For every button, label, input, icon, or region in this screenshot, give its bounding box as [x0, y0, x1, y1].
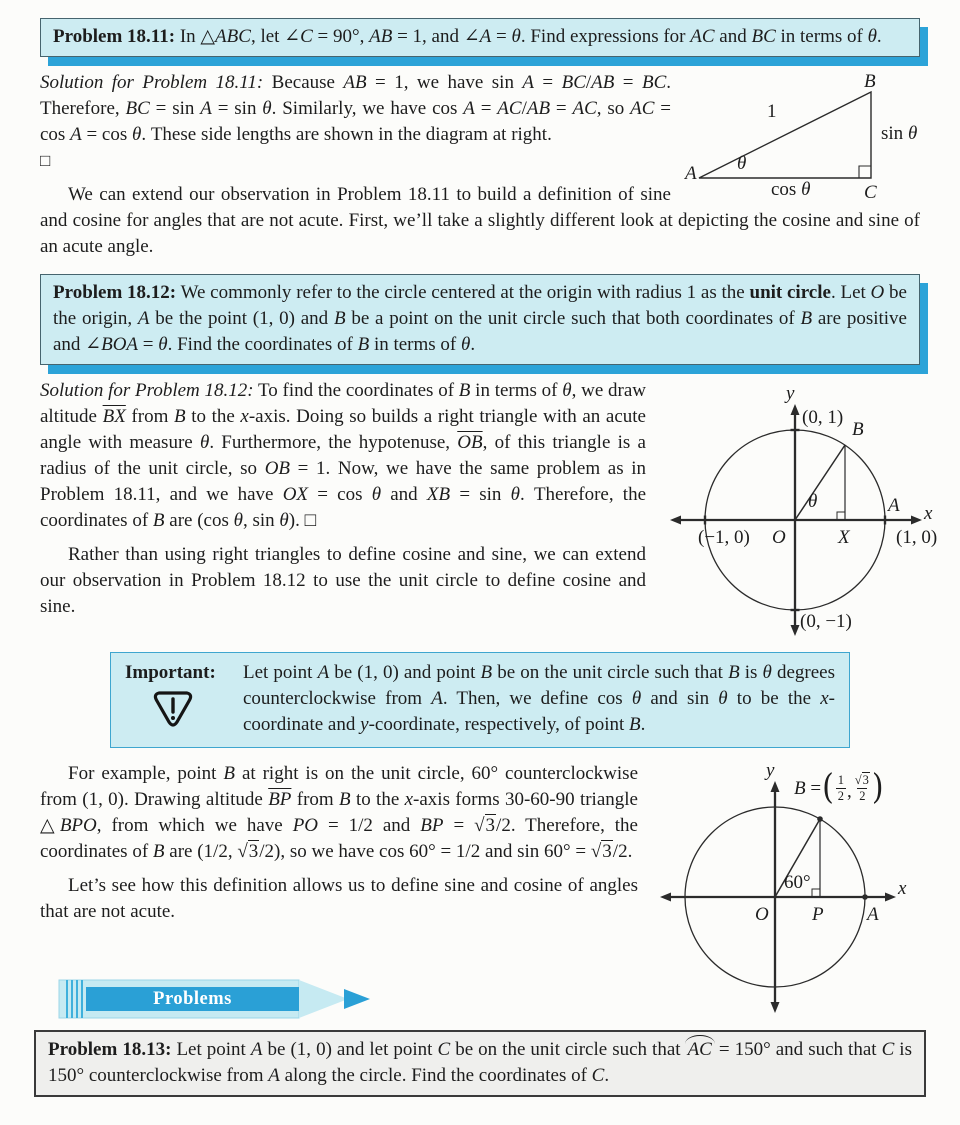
- point-b-coordinates-label: [794, 767, 885, 808]
- x-axis-left-arrow: [670, 516, 681, 525]
- pencil-lead-arrow: [344, 989, 370, 1009]
- point-b-label: B: [852, 419, 864, 440]
- solution-18-12-section: [40, 378, 938, 632]
- close-paren: ): [871, 767, 884, 808]
- para-rather-than: Rather than using right triangles to define cosine and sine, we can extend our observation in Problem 18.12 to use the unit circle to define cosine and sine.: [40, 544, 646, 617]
- problem-18-13-text: Let point A be (1, 0) and let point C be on the unit circle such that AC = 150° and such that C is 150° counterclockwise from A along the circle. Find the coordinates of C.: [48, 1039, 912, 1086]
- sin-side-label: sin θ: [881, 123, 918, 144]
- point-a-label: A: [888, 495, 900, 516]
- important-text: Let point A be (1, 0) and point B be on the unit circle such that B is θ degrees counterclockwise from A. Then, we define cos θ and sin θ to be the x-coordinate and y-coordinate, respectively, of point B.: [243, 662, 835, 735]
- y-axis-label: y: [786, 383, 795, 404]
- example-section: [40, 761, 920, 925]
- warning-icon: [151, 690, 195, 730]
- problem-18-11-box: [40, 18, 920, 57]
- comma: ,: [847, 780, 852, 802]
- problem-18-13-label: Problem 18.13:: [48, 1039, 172, 1060]
- vertex-b-label: B: [864, 71, 876, 92]
- solution-18-11-text: Solution for Problem 18.11: Because AB = 1, we have sin A = BC/AB = BC. Therefore, BC = sin A = sin θ. Similarly, we have cos A = AC/AB = AC, so AC = cos A = cos θ. These side lengths are shown in the diagram at right.: [40, 72, 672, 145]
- right-angle-mark: [837, 512, 845, 520]
- point-a-dot: [862, 894, 868, 900]
- frac2-numerator: √3: [854, 773, 869, 788]
- important-box: [110, 652, 850, 748]
- problem-18-11-text: In △ABC, let ∠C = 90°, AB = 1, and ∠A = θ. Find expressions for AC and BC in terms of θ.: [179, 26, 882, 47]
- important-side: [125, 660, 243, 738]
- para-for-example: For example, point B at right is on the unit circle, 60° counterclockwise from (1, 0). Drawing altitude $\overline{BP}$ from B to the x-axis forms 30-60-90 triangle △BPO, from which we have PO = 1/2 and BP = √3/2. Therefore, the coordinates of B are (1/2, √3/2), so we have cos 60° = 1/2 and sin 60° = √3/2.: [40, 763, 638, 862]
- problem-18-12-text: We commonly refer to the circle centered at the origin with radius 1 as the unit circle. Let O be the origin, A be the point (1, 0) and B be a point on the unit circle such that both coordinates of B are positive and ∠BOA = θ. Find the coordinates of B in terms of θ.: [53, 282, 907, 355]
- right-angle-mark: [812, 889, 820, 897]
- open-paren: (: [822, 767, 834, 808]
- point-0minus1-label: (0, −1): [800, 611, 852, 632]
- foot-p-label: P: [812, 904, 824, 925]
- problem-18-11-label: Problem 18.11:: [53, 26, 176, 47]
- fraction-root3-over-2: [855, 773, 870, 803]
- point-01-label: (0, 1): [802, 407, 844, 428]
- problems-banner-label: Problems: [153, 988, 232, 1009]
- origin-label: O: [755, 904, 769, 925]
- x-axis-right-arrow: [911, 516, 922, 525]
- point-minus10-label: (−1, 0): [698, 527, 750, 548]
- y-axis-top-arrow: [791, 404, 800, 415]
- problem-18-12-label: Problem 18.12:: [53, 282, 177, 303]
- para-lets-see: Let’s see how this definition allows us to define sine and cosine of angles that are not acute.: [40, 875, 638, 922]
- y-axis-bottom-arrow: [771, 1002, 780, 1013]
- theta-label: θ: [808, 491, 818, 512]
- x-axis-right-arrow: [885, 893, 896, 902]
- para-extend-observation: We can extend our observation in Problem 18.11 to build a definition of sine and cosine for angles that are not acute. First, we’ll take a slightly different look at depicting the cosine and sine of an acute angle.: [40, 184, 920, 257]
- x-axis-label: x: [898, 878, 907, 899]
- important-label: Important:: [125, 662, 216, 683]
- theta-label: θ: [737, 153, 747, 174]
- angle-60-label: 60°: [784, 872, 811, 893]
- right-angle-mark: [859, 166, 871, 178]
- point-10-label: (1, 0): [896, 527, 938, 548]
- solution-18-11-section: [40, 70, 920, 260]
- point-b-dot: [817, 816, 823, 822]
- frac1-denominator: 2: [837, 788, 845, 803]
- qed-mark: □: [40, 151, 51, 170]
- fraction-one-half: [836, 773, 846, 803]
- y-axis-label: y: [766, 760, 775, 781]
- unit-circle-diagram-60: [652, 761, 960, 1023]
- problem-18-12-box: [40, 274, 920, 365]
- solution-18-12-text: Solution for Problem 18.12: To find the coordinates of B in terms of θ, we draw altitude $\overline{BX}$ from B to the x-axis. Doing so builds a right triangle with an acute angle with measure θ. Furthermore, the hypotenuse, $\overline{OB}$, of this triangle is a radius of the unit circle, so OB = 1. Now, we have the same problem as in Problem 18.11, and we have OX = cos θ and XB = sin θ. Therefore, the coordinates of B are (cos θ, sin θ). □: [40, 380, 647, 531]
- foot-x-label: X: [838, 527, 850, 548]
- x-axis-left-arrow: [660, 893, 671, 902]
- pencil-tip-cone: [299, 980, 348, 1018]
- x-axis-label: x: [924, 503, 933, 524]
- radius-ob: [795, 445, 845, 520]
- problem-18-13-box: [34, 1030, 926, 1097]
- point-a-label: A: [867, 904, 879, 925]
- vertex-c-label: C: [864, 182, 877, 203]
- vertex-a-label: A: [685, 163, 697, 184]
- frac2-denominator: 2: [859, 788, 866, 803]
- y-axis-bottom-arrow: [791, 625, 800, 636]
- hypotenuse-label: 1: [767, 101, 777, 122]
- right-triangle-diagram: [685, 72, 935, 202]
- y-axis-top-arrow: [771, 781, 780, 792]
- origin-label: O: [772, 527, 786, 548]
- unit-circle-diagram-theta: [662, 378, 960, 652]
- problems-banner: [56, 977, 386, 1021]
- cos-side-label: cos θ: [771, 179, 811, 200]
- b-equals: B =: [794, 777, 822, 799]
- frac1-numerator: 1: [837, 773, 845, 788]
